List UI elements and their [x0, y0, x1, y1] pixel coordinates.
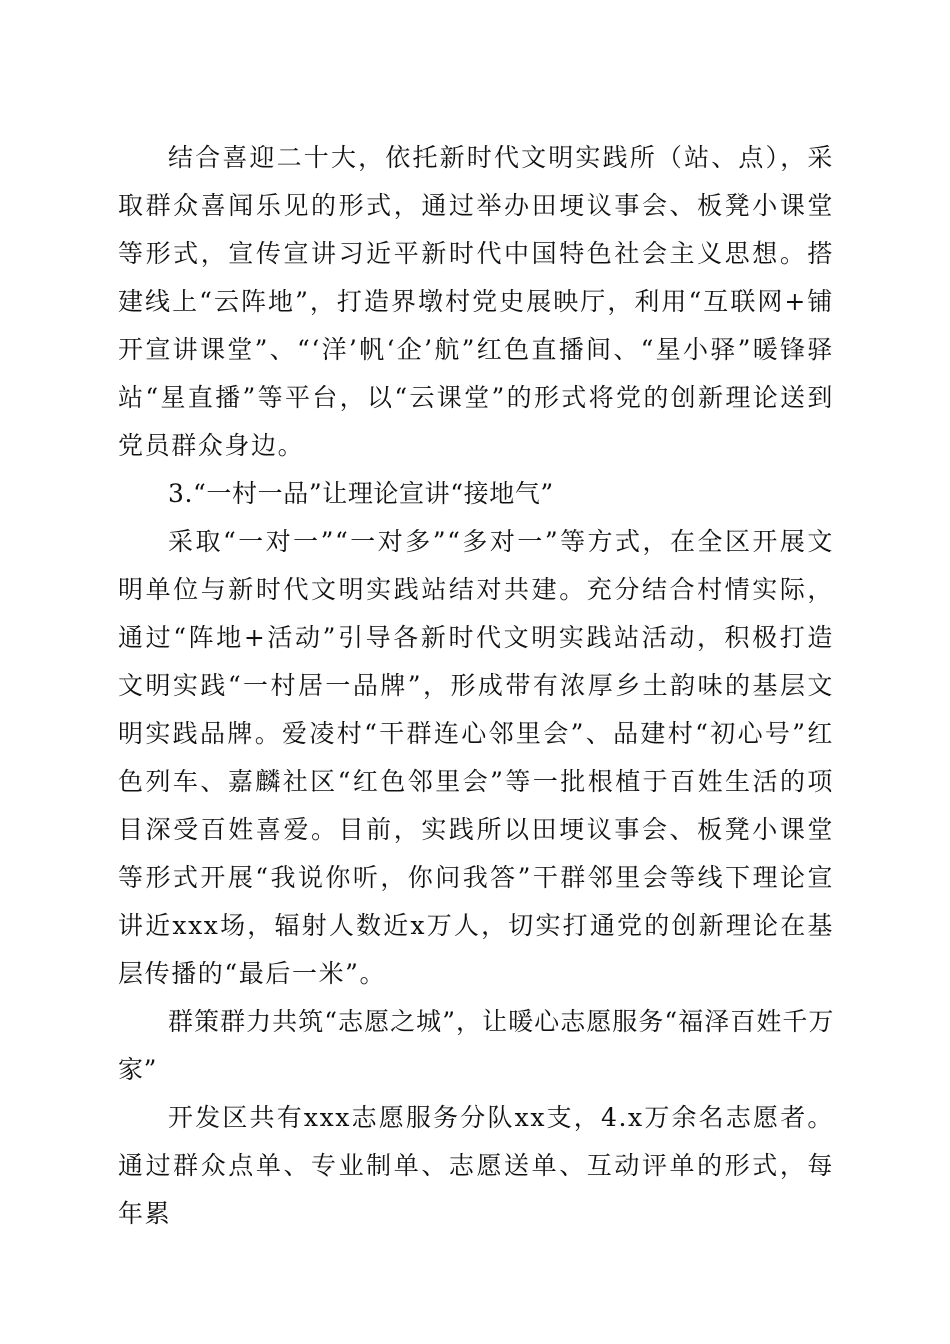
section-heading-one-village-one-brand: 3.“一村一品”让理论宣讲“接地气”: [168, 479, 554, 508]
paragraph-cloud-platforms: 结合喜迎二十大，依托新时代文明实践所（站、点），采取群众喜闻乐见的形式，通过举办田埂议事会、板凳小课堂等形式，宣传宣讲习近平新时代中国特色社会主义思想。搭建线上“云阵地”，打造界墩村党史展映厅，利用“互联网+铺开宣讲课堂”、“‘洋’帆‘企’航”红色直播间、“星小驿”暖锋驿站“星直播”等平台，以“云课堂”的形式将党的创新理论送到党员群众身边。: [118, 143, 834, 460]
paragraph-civilization-practice: 采取“一对一”“一对多”“多对一”等方式，在全区开展文明单位与新时代文明实践站结对共建。充分结合村情实际，通过“阵地+活动”引导各新时代文明实践站活动，积极打造文明实践“一村居一品牌”，形成带有浓厚乡土韵味的基层文明实践品牌。爱凌村“干群连心邻里会”、品建村“初心号”红色列车、嘉麟社区“红色邻里会”等一批根植于百姓生活的项目深受百姓喜爱。目前，实践所以田埂议事会、板凳小课堂等形式开展“我说你听，你问我答”干群邻里会等线下理论宣讲近xxx场，辐射人数近x万人，切实打通党的创新理论在基层传播的“最后一米”。: [118, 527, 834, 988]
document-body: [118, 134, 834, 1238]
section-heading-volunteer-city: 群策群力共筑“志愿之城”，让暖心志愿服务“福泽百姓千万家”: [118, 1007, 834, 1084]
paragraph-volunteer-service: 开发区共有xxx志愿服务分队xx支，4.x万余名志愿者。通过群众点单、专业制单、志愿送单、互动评单的形式，每年累: [118, 1103, 834, 1228]
